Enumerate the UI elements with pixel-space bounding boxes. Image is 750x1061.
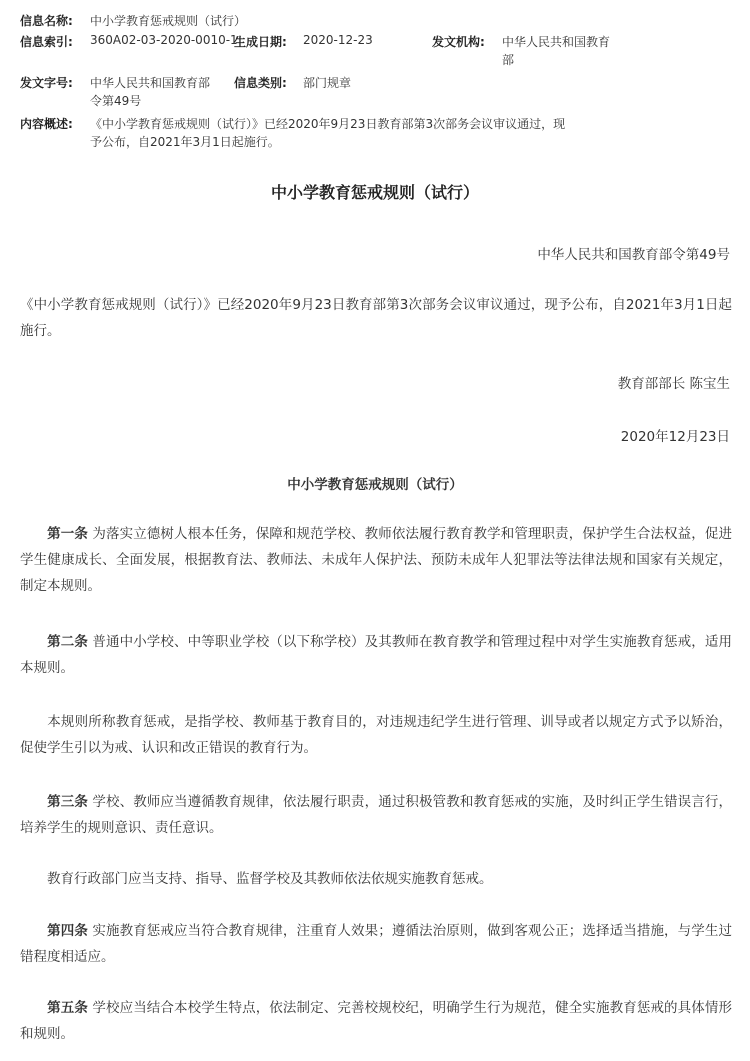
- issuer-value-line1: 中华人民共和国教育: [502, 35, 611, 49]
- article-number: 第四条: [47, 923, 88, 939]
- article-3-paragraph-2: [20, 866, 732, 892]
- order-number: 中华人民共和国教育部令第49号: [537, 247, 730, 263]
- docno-label: 发文字号:: [20, 76, 73, 90]
- name-value: 中小学教育惩戒规则（试行）: [90, 14, 247, 28]
- rules-title: 中小学教育惩戒规则（试行）: [287, 477, 463, 493]
- article-number: 第五条: [47, 1000, 88, 1016]
- article-3: [20, 789, 732, 841]
- summary-label: 内容概述:: [20, 117, 73, 131]
- summary-value-line1: 《中小学教育惩戒规则（试行）》已经2020年9月23日教育部第3次部务会议审议通过，现: [90, 117, 566, 131]
- announcement-paragraph: 《中小学教育惩戒规则（试行）》已经2020年9月23日教育部第3次部务会议审议通过，现予公布，自2021年3月1日起施行。: [20, 297, 732, 339]
- article-2: [20, 629, 732, 681]
- article-1: [20, 521, 732, 599]
- index-label: 信息索引:: [20, 35, 73, 49]
- name-label: 信息名称:: [20, 14, 73, 28]
- sign-date: 2020年12月23日: [620, 429, 730, 445]
- article-number: 第三条: [47, 794, 88, 810]
- article-text: 教育行政部门应当支持、指导、监督学校及其教师依法依规实施教育惩戒。: [47, 871, 493, 887]
- index-value: 360A02-03-2020-0010-1: [90, 33, 238, 47]
- article-text: 普通中小学校、中等职业学校（以下称学校）及其教师在教育教学和管理过程中对学生实施教育惩戒，适用本规则。: [20, 634, 732, 676]
- article-2-paragraph-2: [20, 709, 732, 761]
- article-text: 学校、教师应当遵循教育规律，依法履行职责，通过积极管教和教育惩戒的实施，及时纠正学生错误言行，培养学生的规则意识、责任意识。: [20, 794, 732, 836]
- article-number: 第一条: [47, 526, 88, 542]
- docno-value-line1: 中华人民共和国教育部: [90, 76, 211, 90]
- summary-value-line2: 予公布，自2021年3月1日起施行。: [90, 135, 280, 149]
- category-label: 信息类别:: [234, 76, 287, 90]
- issuer-value-line2: 部: [502, 53, 515, 67]
- category-value: 部门规章: [303, 76, 352, 90]
- date-value: 2020-12-23: [303, 33, 373, 47]
- article-number: 第二条: [47, 634, 88, 650]
- article-text: 学校应当结合本校学生特点，依法制定、完善校规校纪，明确学生行为规范，健全实施教育惩戒的具体情形和规则。: [20, 1000, 732, 1042]
- date-label: 生成日期:: [234, 35, 287, 49]
- article-text: 实施教育惩戒应当符合教育规律，注重育人效果；遵循法治原则，做到客观公正；选择适当措施，与学生过错程度相适应。: [20, 923, 732, 965]
- signatory: 教育部部长 陈宝生: [617, 376, 730, 392]
- document-title: 中小学教育惩戒规则（试行）: [270, 183, 479, 202]
- article-4: [20, 918, 732, 970]
- docno-value-line2: 令第49号: [90, 94, 142, 108]
- issuer-label: 发文机构:: [432, 35, 485, 49]
- article-text: 本规则所称教育惩戒，是指学校、教师基于教育目的，对违规违纪学生进行管理、训导或者以规定方式予以矫治，促使学生引以为戒、认识和改正错误的教育行为。: [20, 714, 732, 756]
- article-5: [20, 995, 732, 1047]
- article-text: 为落实立德树人根本任务，保障和规范学校、教师依法履行教育教学和管理职责，保护学生合法权益，促进学生健康成长、全面发展，根据教育法、教师法、未成年人保护法、预防未成年人犯罪法等法律法规和国家有关规定，制定本规则。: [20, 526, 732, 594]
